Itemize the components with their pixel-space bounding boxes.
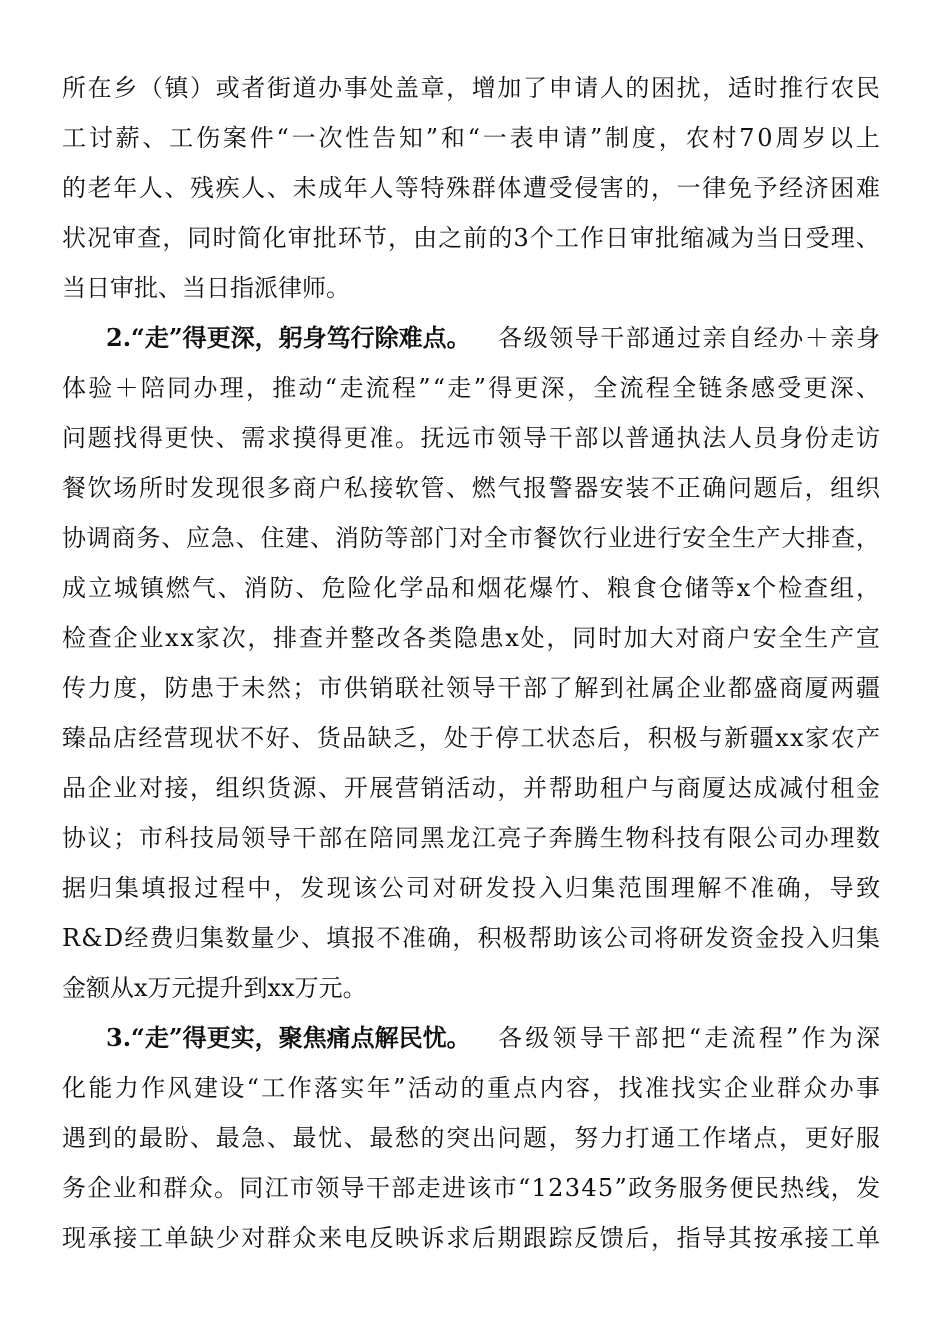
line-text: 协调商务、应急、住建、消防等部门对全市餐饮行业进行安全生产大排查，	[62, 524, 881, 552]
section-heading-3: 3.“走”得更实，聚焦痛点解民忧。	[106, 1023, 471, 1052]
paragraph-line	[0, 1063, 950, 1113]
line-text: 金额从x万元提升到xx万元。	[62, 974, 367, 1002]
line-text: 化能力作风建设“工作落实年”活动的重点内容，找准找实企业群众办事	[62, 1074, 883, 1102]
line-text: 臻品店经营现状不好、货品缺乏，处于停工状态后，积极与新疆xx家农产	[62, 724, 882, 752]
paragraph-line	[0, 463, 950, 513]
line-text: 体验＋陪同办理，推动“走流程”“走”得更深，全流程全链条感受更深、	[62, 374, 883, 402]
paragraph-line	[0, 563, 950, 613]
line-text: 当日审批、当日指派律师。	[62, 274, 350, 302]
paragraph-line	[0, 413, 950, 463]
paragraph-line	[0, 263, 950, 313]
line-text: 传力度，防患于未然；市供销联社领导干部了解到社属企业都盛商厦两疆	[62, 674, 882, 702]
section-heading-2: 2.“走”得更深，躬身笃行除难点。	[106, 323, 471, 352]
line-text: 协议；市科技局领导干部在陪同黑龙江亮子奔腾生物科技有限公司办理数	[62, 824, 882, 852]
paragraph-line	[0, 813, 950, 863]
paragraph-line	[0, 1113, 950, 1163]
paragraph-line	[0, 213, 950, 263]
line-text: 问题找得更快、需求摸得更准。抚远市领导干部以普通执法人员身份走访	[62, 424, 882, 452]
paragraph-line	[0, 863, 950, 913]
paragraph-line	[0, 363, 950, 413]
line-text: R&D经费归集数量少、填报不准确，积极帮助该公司将研发资金投入归集	[62, 924, 882, 952]
line-text: 遇到的最盼、最急、最忧、最愁的突出问题，努力打通工作堵点，更好服	[62, 1124, 882, 1152]
line-text: 成立城镇燃气、消防、危险化学品和烟花爆竹、粮食仓储等x个检查组，	[62, 574, 882, 602]
paragraph-line	[0, 613, 950, 663]
paragraph-line	[0, 713, 950, 763]
paragraph-line	[0, 963, 950, 1013]
line-text: 的老年人、残疾人、未成年人等特殊群体遭受侵害的，一律免予经济困难	[62, 174, 882, 202]
line-text: 务企业和群众。同江市领导干部走进该市“12345”政务服务便民热线，发	[62, 1174, 882, 1202]
line-text: 餐饮场所时发现很多商户私接软管、燃气报警器安装不正确问题后，组织	[62, 474, 882, 502]
line-text: 状况审查，同时简化审批环节，由之前的3个工作日审批缩减为当日受理、	[62, 224, 881, 252]
paragraph-line	[0, 513, 950, 563]
paragraph-line	[0, 1163, 950, 1213]
line-text: 品企业对接，组织货源、开展营销活动，并帮助租户与商厦达成减付租金	[62, 774, 882, 802]
line-text: 现承接工单缺少对群众来电反映诉求后期跟踪反馈后，指导其按承接工单	[62, 1224, 882, 1252]
line-text: 工讨薪、工伤案件“一次性告知”和“一表申请”制度，农村70周岁以上	[62, 124, 883, 152]
paragraph-line	[0, 163, 950, 213]
paragraph-line	[0, 913, 950, 963]
line-text: 据归集填报过程中，发现该公司对研发投入归集范围理解不准确，导致	[62, 874, 883, 902]
paragraph-line	[0, 113, 950, 163]
line-text: 各级领导干部通过亲自经办＋亲身	[498, 324, 882, 352]
paragraph-heading-line	[0, 1013, 950, 1063]
paragraph-line	[0, 663, 950, 713]
paragraph-line	[0, 1213, 950, 1263]
line-text: 检查企业xx家次，排查并整改各类隐患x处，同时加大对商户安全生产宣	[62, 624, 882, 652]
paragraph-heading-line	[0, 313, 950, 363]
line-text: 所在乡（镇）或者街道办事处盖章，增加了申请人的困扰，适时推行农民	[62, 74, 882, 102]
paragraph-line	[0, 63, 950, 113]
paragraph-line	[0, 763, 950, 813]
line-text: 各级领导干部把“走流程”作为深	[498, 1024, 884, 1052]
